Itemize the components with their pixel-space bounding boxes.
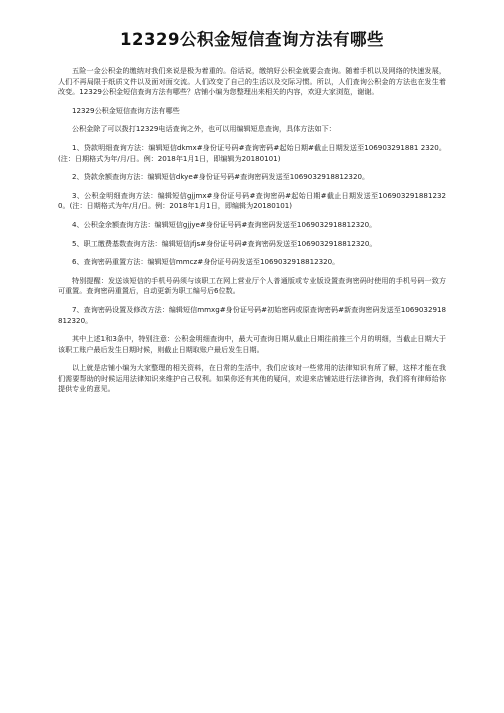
paragraph-intro: 五险一金公积金的缴纳对我们来说是极为着重的。俗话说，缴纳好公积金就要会查询。随着手机以及网络的快速发展，人们不再局限于纸质文件以及面对面交流。人们改变了自己的生活以及交际习惯。所以，人们查询公积金的方法也在发生着改变。12329公积金短信查询方法有哪些？店铺小编为您整理出来相关的内容，欢迎大家浏览，谢谢。 — [58, 66, 446, 97]
paragraph-reminder: 特别提醒：发送该短信的手机号码须与该职工在网上营业厅个人普通版或专业版设置查询密码时使用的手机号码一致方可重置。查询密码重置后，自动更新为职工编号后6位数。 — [58, 275, 446, 296]
paragraph-item-4: 4、公积金余额查询方法：编辑短信gjjye#身份证号码#查询密码发送至1069032918812320。 — [72, 219, 377, 229]
paragraph-item-3: 3、公积金明细查询方法：编辑短信gjjmx#身份证号码#查询密码#起始日期#截止日期发送至1069032918812320。(注：日期格式为年/月/日。例：2018年1月1日，即编辑为20180101) — [58, 190, 446, 211]
paragraph-item-1: 1、贷款明细查询方法：编辑短信dkmx#身份证号码#查询密码#起始日期#截止日期发送至106903291881 2320。(注：日期格式为年/月/日。例：2018年1月1日，即编辑为20180101) — [58, 142, 446, 163]
paragraph-item-7: 7、查询密码设置及修改方法：编辑短信mmxg#身份证号码#初始密码或原查询密码#新查询密码发送至1069032918812320。 — [58, 304, 446, 325]
paragraph-item-6: 6、查询密码重置方法：编辑短信mmcz#身份证号码发送至1069032918812320。 — [72, 257, 340, 267]
paragraph-note: 其中上述1和3条中，特别注意：公积金明细查询中，最大可查询日期从截止日期往前推三个月的明细，当截止日期大于该职工账户最后发生日期时候，则截止日期取账户最后发生日期。 — [58, 334, 446, 354]
paragraph-item-5: 5、职工缴费基数查询方法：编辑短信jfjs#身份证号码#查询密码发送至1069032918812320。 — [72, 238, 377, 248]
paragraph-method-lead: 公积金除了可以拨打12329电话查询之外，也可以用编辑短息查询，具体方法如下： — [72, 124, 336, 134]
paragraph-item-2: 2、贷款余额查询方法：编辑短信dkye#身份证号码#查询密码发送至1069032918812320。 — [72, 172, 370, 182]
document-title: 12329公积金短信查询方法有哪些 — [120, 30, 384, 49]
document-body — [58, 66, 446, 395]
paragraph-closing: 以上就是店铺小编为大家整理的相关资料，在日常的生活中，我们应该对一些常用的法律知识有所了解，这样才能在我们需要帮助的时候运用法律知识来维护自己权利。如果你还有其他的疑问，欢迎来店铺站进行法律咨询，我们将有律师给你提供专业的意见。 — [58, 363, 446, 394]
paragraph-subtitle: 12329公积金短信查询方法有哪些 — [72, 105, 180, 115]
